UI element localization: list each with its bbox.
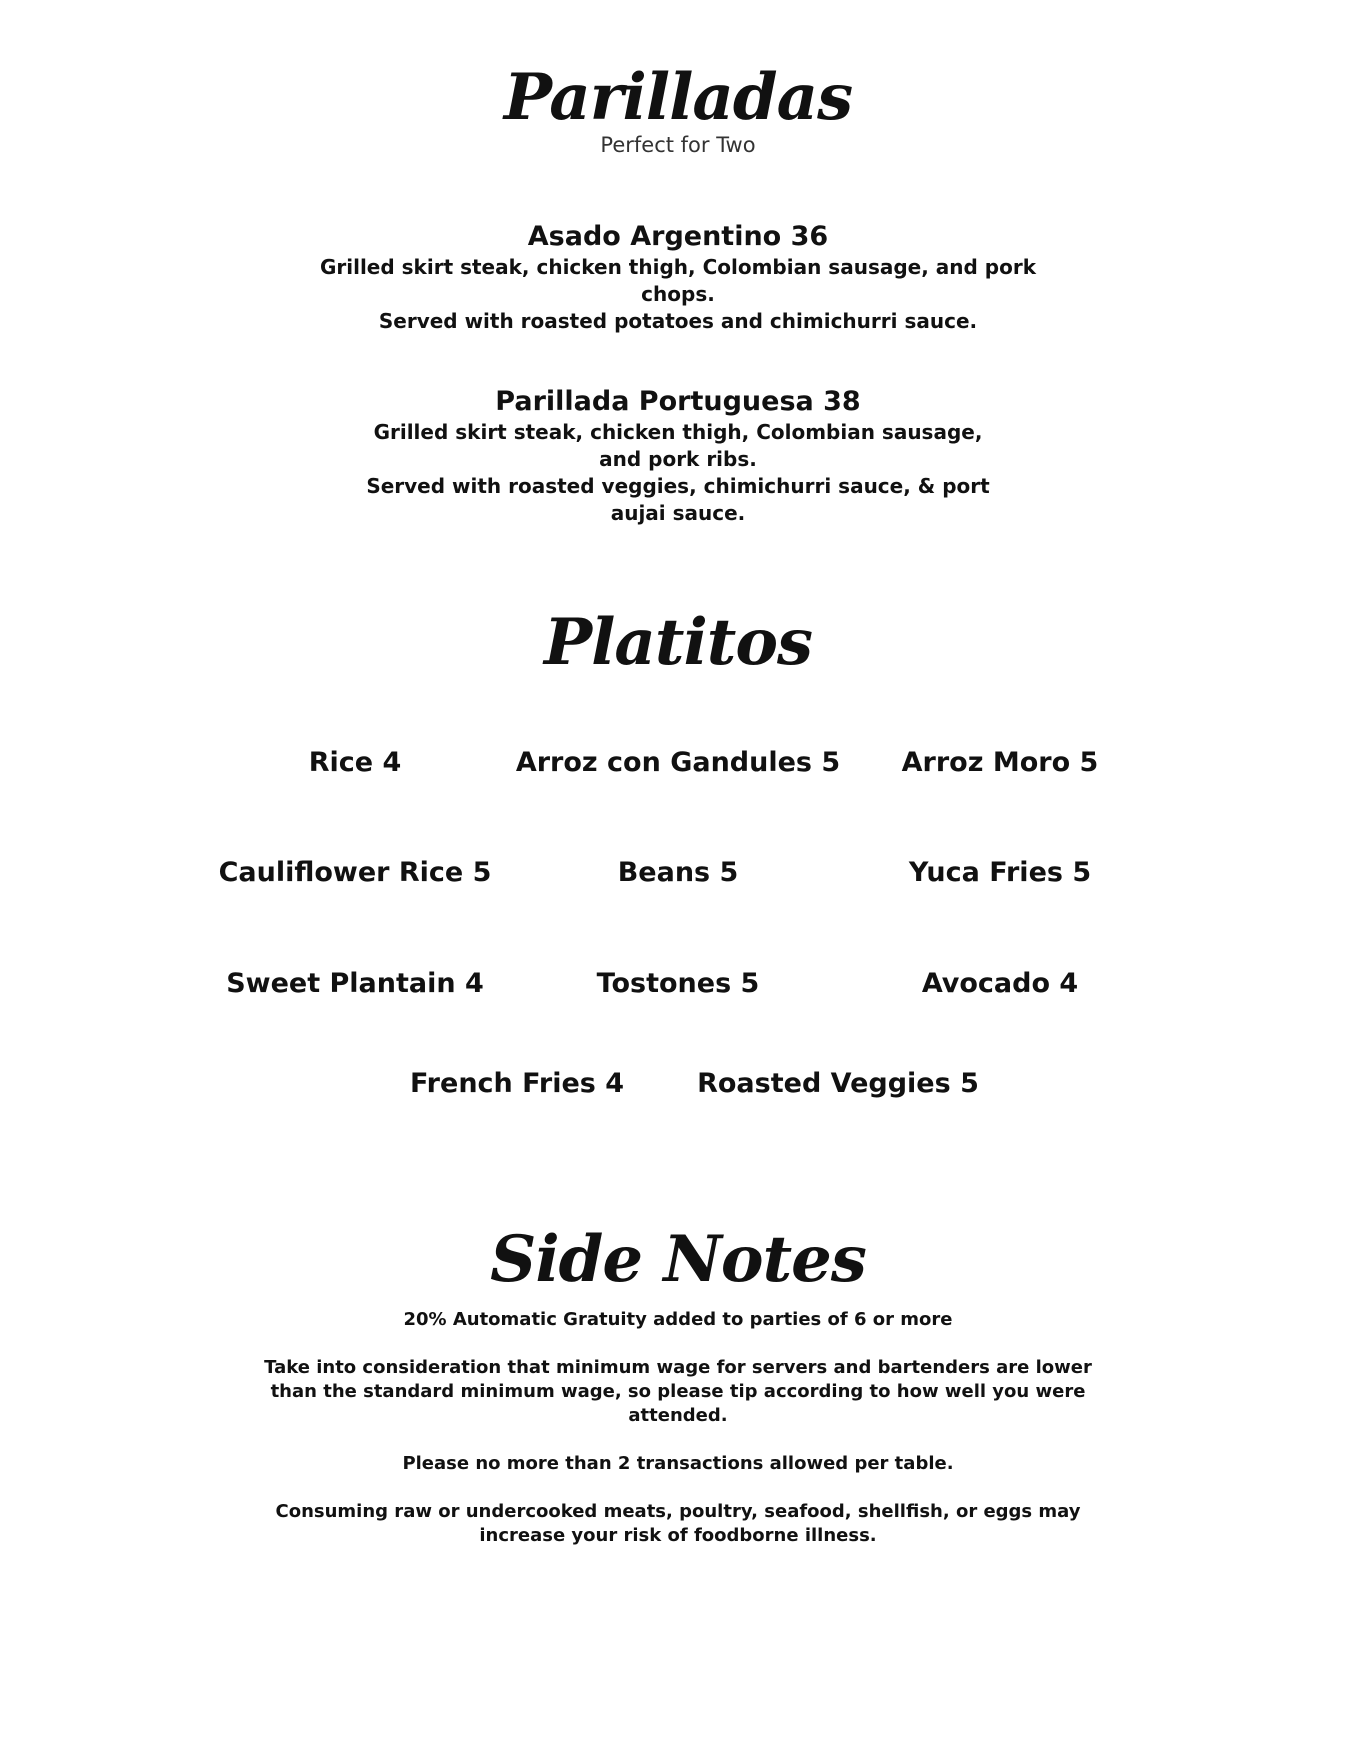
dish-description-line: Grilled skirt steak, chicken thigh, Colombian sausage, and pork chops.	[319, 255, 1037, 306]
dish-parillada-portuguesa	[0, 385, 1356, 527]
side-notes-heading: Side Notes	[490, 1222, 866, 1297]
side-notes	[0, 1308, 1356, 1572]
side-item: Tostones 5	[596, 968, 760, 999]
side-item: Arroz Moro 5	[901, 747, 1099, 778]
platitos-heading: Platitos	[543, 605, 813, 680]
side-item: Roasted Veggies 5	[697, 1068, 979, 1099]
side-item: Rice 4	[308, 747, 402, 778]
side-item: Cauliflower Rice 5	[218, 857, 492, 888]
note-food-safety: Consuming raw or undercooked meats, poultry, seafood, shellfish, or eggs may increase your risk of foodborne illness.	[275, 1501, 1081, 1546]
side-item: Arroz con Gandules 5	[515, 747, 841, 778]
dish-description-line: Grilled skirt steak, chicken thigh, Colombian sausage, and pork ribs.	[373, 420, 983, 471]
side-item: Yuca Fries 5	[908, 857, 1092, 888]
side-item: Avocado 4	[921, 968, 1079, 999]
dish-description	[358, 419, 998, 527]
note-transactions: Please no more than 2 transactions allowed per table.	[402, 1453, 954, 1474]
dish-description	[298, 254, 1058, 335]
side-item: Beans 5	[617, 857, 739, 888]
note-gratuity: 20% Automatic Gratuity added to parties of 6 or more	[403, 1309, 953, 1330]
dish-asado-argentino	[0, 220, 1356, 335]
parilladas-heading: Parilladas	[503, 60, 853, 135]
parilladas-subtitle: Perfect for Two	[600, 133, 756, 157]
dish-title: Parillada Portuguesa 38	[495, 386, 861, 417]
dish-description-line: Served with roasted potatoes and chimichurri sauce.	[378, 309, 978, 333]
side-item: French Fries 4	[409, 1068, 625, 1099]
dish-title: Asado Argentino 36	[527, 221, 829, 252]
side-item: Sweet Plantain 4	[226, 968, 484, 999]
note-minimum-wage: Take into consideration that minimum wage for servers and bartenders are lower than the standard minimum wage, so please tip according to how well you were attended.	[264, 1357, 1092, 1426]
dish-description-line: Served with roasted veggies, chimichurri sauce, & port aujai sauce.	[366, 474, 990, 525]
